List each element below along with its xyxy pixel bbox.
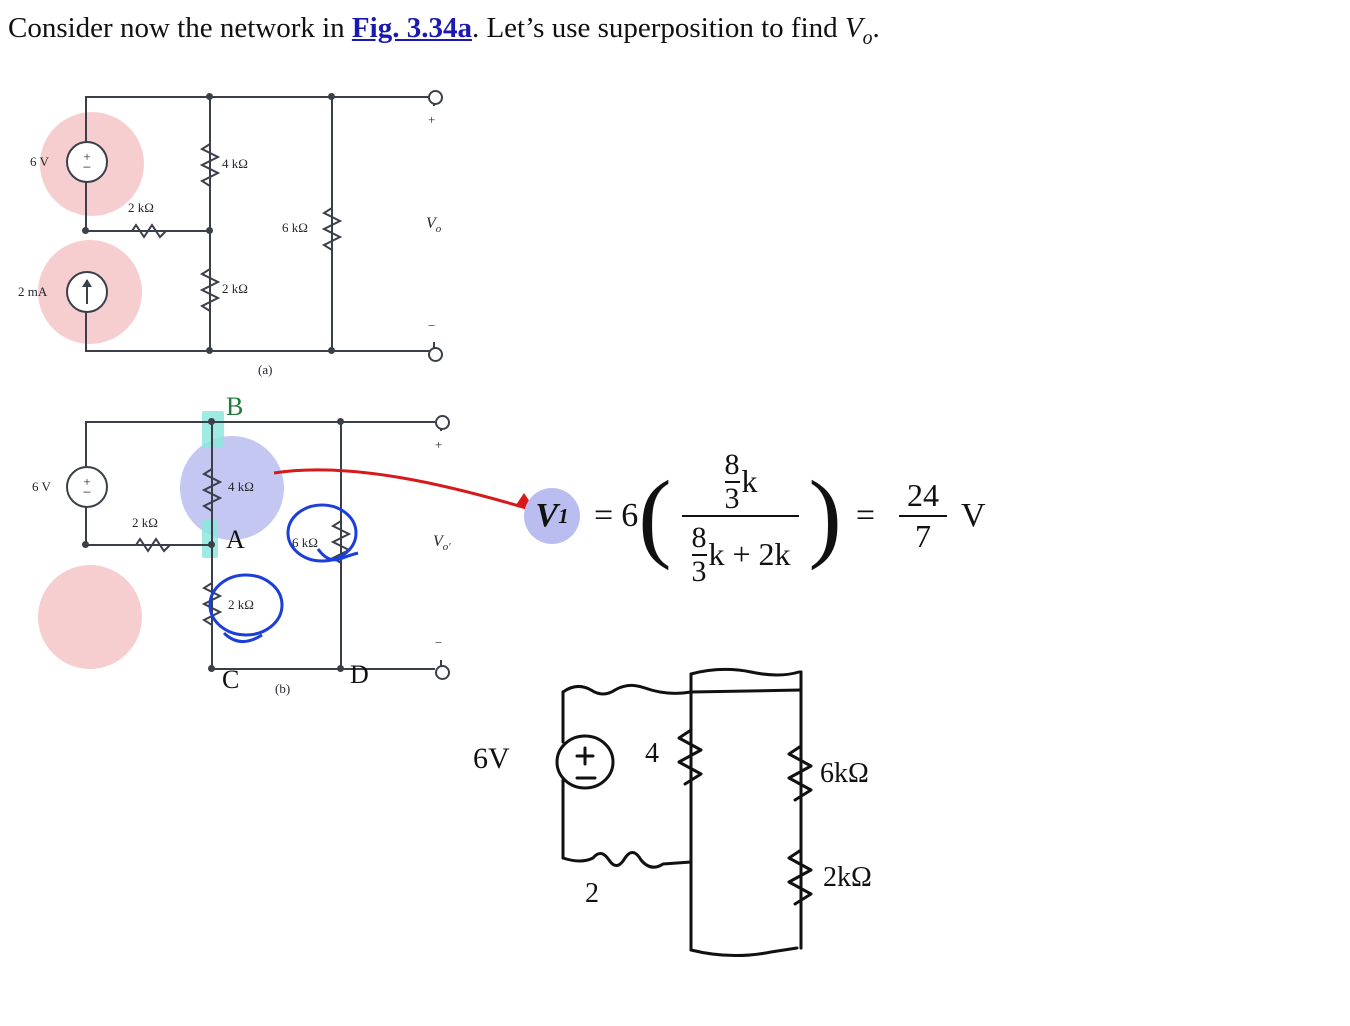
figure-a-caption: (a) (258, 362, 273, 377)
highlight-teal-node-b-top (202, 411, 224, 447)
node-dot-a-5 (206, 347, 213, 354)
wire-bottom-a (85, 350, 435, 352)
node-dot-a-4 (82, 227, 89, 234)
figure-b-caption: (b) (275, 681, 291, 696)
node-dot-a-1 (206, 93, 213, 100)
equation-close-paren: ) (808, 460, 842, 571)
equation-main-fraction (682, 444, 799, 588)
sketch-label-2-series: 2 (585, 878, 599, 909)
equation-result-unit: V (961, 497, 986, 534)
equation-numerator-unit: k (741, 463, 758, 499)
output-symbol-b: V (433, 533, 443, 550)
output-label-b (433, 533, 451, 553)
label-2k-series-a: 2 kΩ (128, 200, 154, 215)
output-terminal-top-b (435, 415, 450, 430)
sketch-label-4k: 4 (645, 738, 659, 769)
equation-open-paren: ( (638, 460, 672, 571)
node-dot-b-4 (82, 541, 89, 548)
resistor-2k-series-b (130, 537, 180, 551)
output-minus-b: − (435, 635, 443, 650)
current-arrow-icon-a (86, 280, 88, 304)
resistor-2k-series-a (126, 223, 176, 237)
wire-left-upper-a (85, 96, 87, 142)
node-dot-b-1 (208, 418, 215, 425)
label-6v-b: 6 V (32, 479, 51, 494)
output-terminal-bottom-a (428, 347, 443, 362)
label-4k-a: 4 kΩ (222, 156, 248, 171)
equation-v1 (524, 444, 986, 588)
equation-denominator-rest: k + 2k (708, 536, 791, 572)
resistor-4k-a (200, 138, 218, 198)
equation-result-fraction (899, 476, 947, 556)
wire-top-b (85, 421, 435, 423)
label-6v-a: 6 V (30, 154, 49, 169)
intro-text-after: . Let’s use superposition to find (471, 12, 845, 44)
equation-lhs-symbol: V (535, 497, 559, 534)
highlight-blob-removed-source-b (38, 565, 142, 669)
intro-variable: V (844, 12, 863, 44)
equation-coefficient: 6 (621, 497, 639, 534)
resistor-2k-shunt-a (200, 263, 218, 323)
source-plus-sign-b: + (83, 474, 91, 489)
wire-top-a (85, 96, 435, 98)
equation-equals-2: = (855, 497, 876, 534)
output-plus-a: + (428, 112, 436, 127)
output-label-a (426, 215, 441, 235)
equation-den-frac-numerator: 8 (691, 521, 707, 554)
voltage-source-6v-a (66, 141, 108, 183)
label-2k-series-b: 2 kΩ (132, 515, 158, 530)
output-minus-a: − (428, 318, 436, 333)
sketch-label-2k: 2kΩ (823, 862, 872, 893)
pen-label-node-a: A (226, 525, 245, 554)
voltage-source-6v-b (66, 466, 108, 508)
equation-result-denominator: 7 (915, 518, 932, 554)
intro-period: . (872, 12, 880, 44)
source-minus-sign-a: − (82, 160, 92, 176)
node-dot-b-5 (208, 665, 215, 672)
node-dot-a-3 (206, 227, 213, 234)
equation-denominator (682, 517, 799, 588)
output-terminal-top-a (428, 90, 443, 105)
resistor-4k-b (202, 463, 220, 523)
label-6k-a: 6 kΩ (282, 220, 308, 235)
equation-numerator (715, 444, 766, 515)
wire-left-lower-a (85, 310, 87, 352)
output-symbol-a: V (426, 215, 436, 232)
node-dot-b-6 (337, 665, 344, 672)
wire-left-upper-b (85, 421, 87, 467)
figure-reference-link[interactable]: Fig. 3.34a (351, 12, 472, 44)
node-dot-a-6 (328, 347, 335, 354)
label-2ma-a: 2 mA (18, 284, 48, 299)
equation-den-frac-denominator: 3 (691, 554, 707, 588)
output-subscript-a: o (435, 223, 442, 236)
node-dot-b-2 (337, 418, 344, 425)
intro-variable-subscript: o (862, 26, 873, 49)
node-dot-a-2 (328, 93, 335, 100)
current-source-2ma-a (66, 271, 108, 313)
label-2k-shunt-b: 2 kΩ (228, 597, 254, 612)
figure-a-circuit (0, 60, 470, 390)
equation-lhs (524, 488, 580, 544)
pen-label-node-b: B (226, 392, 244, 421)
pen-circle-2k-annotation (200, 563, 300, 653)
sketch-label-6v: 6V (473, 742, 510, 775)
label-4k-b: 4 kΩ (228, 479, 254, 494)
equation-equals-1: = (594, 497, 614, 534)
hand-drawn-circuit-sketch (455, 650, 915, 980)
output-subscript-b: o′ (442, 541, 451, 554)
wire-left-mid-b (85, 503, 87, 545)
output-plus-b: + (435, 437, 443, 452)
output-terminal-bottom-b (435, 665, 450, 680)
equation-result-numerator: 24 (907, 477, 940, 513)
wire-bottom-b (212, 668, 435, 670)
pen-label-node-c: C (222, 665, 240, 694)
source-plus-sign-a: + (83, 149, 91, 164)
equation-num-frac-denominator: 3 (724, 481, 740, 515)
label-6k-b: 6 kΩ (292, 535, 318, 550)
intro-text-before: Consider now the network in (8, 12, 352, 44)
wire-left-mid-a (85, 178, 87, 232)
highlight-teal-node-a (202, 520, 218, 558)
label-2k-shunt-a: 2 kΩ (222, 281, 248, 296)
source-minus-sign-b: − (82, 485, 92, 501)
resistor-6k-a (322, 202, 340, 262)
equation-lhs-subscript: 1 (558, 503, 569, 528)
sketch-label-6k: 6kΩ (820, 758, 869, 789)
equation-num-frac-numerator: 8 (724, 448, 740, 481)
node-dot-b-3 (208, 541, 215, 548)
pen-label-node-d: D (350, 660, 369, 689)
intro-sentence (8, 10, 1338, 50)
